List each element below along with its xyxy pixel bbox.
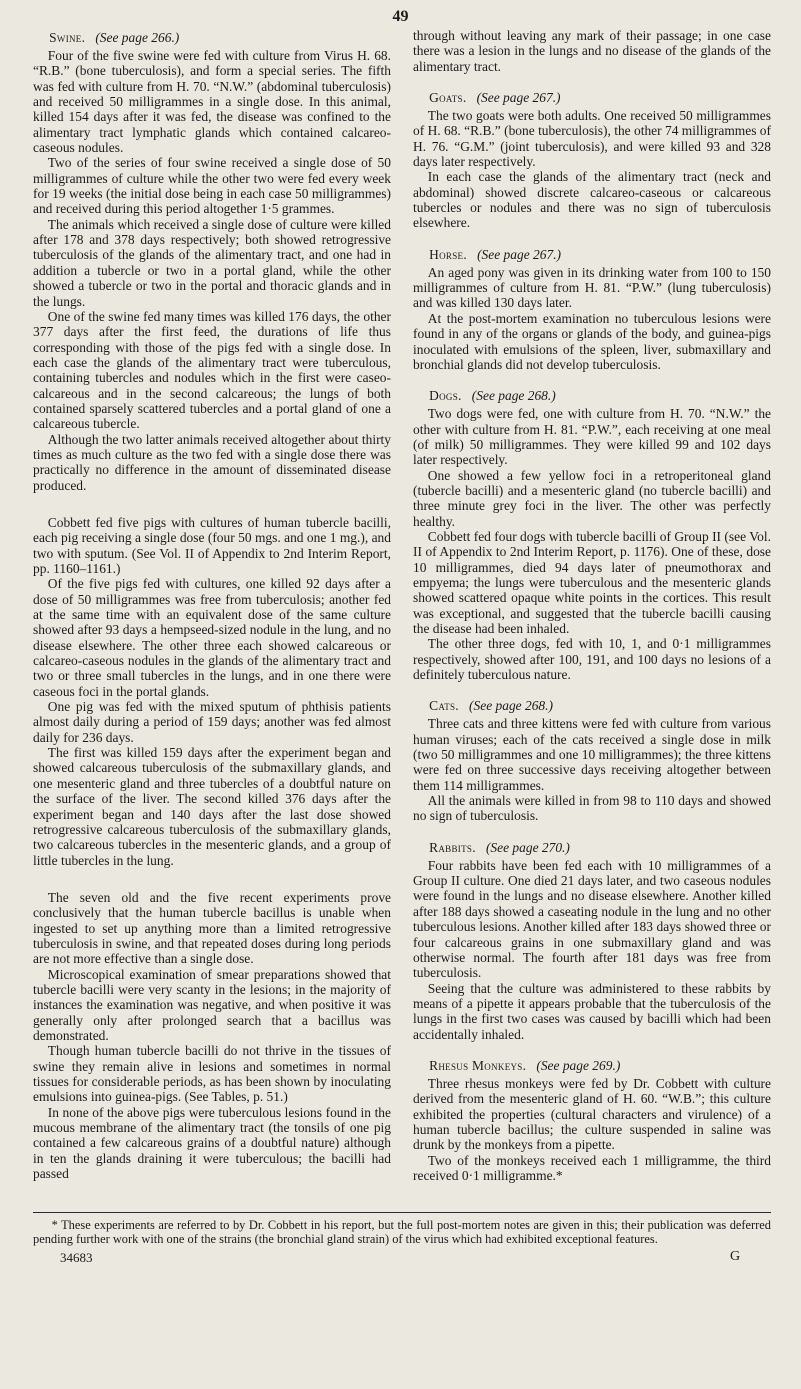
heading-page-ref: (See page 269.) xyxy=(536,1057,621,1073)
heading-title: Rabbits. xyxy=(429,839,476,855)
section-heading-goats xyxy=(413,88,771,108)
paragraph: The two goats were both adults. One received 50 milligrammes of H. 68. “R.B.” (bone tuberculosis), the other 74 milligrammes of H. 76. “G.M.” (joint tuberculosis), and were killed 93 and 328 days later respectively. xyxy=(413,108,771,170)
paragraph: The other three dogs, fed with 10, 1, and 0·1 milligrammes respectively, showed after 100, 191, and 100 days no lesions of a definitely tuberculous nature. xyxy=(413,636,771,683)
footnote-divider xyxy=(33,1212,771,1213)
heading-title: Goats. xyxy=(429,90,467,106)
right-column xyxy=(413,28,771,1183)
paragraph: Cobbett fed four dogs with tubercle bacilli of Group II (see Vol. II of Appendix to 2nd Interim Report, p. 1176). One of these, dose 10 milligrammes, died 94 days later of pneumothorax and empyema; the lungs were tuberculous and the mesenteric glands showed scattered opaque white points in the cortices. This result was exceptional, and suggested that the tubercle bacilli causing the disease had been inhaled. xyxy=(413,528,771,636)
section-heading-rhesus-monkeys xyxy=(413,1056,771,1076)
signature-mark: G xyxy=(730,1249,741,1264)
paragraph: Two of the series of four swine received a single dose of 50 milligrammes of culture while the other two were fed every week for 19 weeks (the initial dose being in each case 50 milligrammes) and received during this period altogether 1·5 grammes. xyxy=(33,155,391,217)
paragraph: An aged pony was given in its drinking water from 100 to 150 milligrammes of culture from H. 81. “P.W.” (lung tuberculosis) and was killed 130 days later. xyxy=(413,264,771,311)
paragraph: The first was killed 159 days after the experiment began and showed calcareous tuberculosis of the submaxillary glands, and one mesenteric gland and three tubercles of a doubtful nature on the surface of the liver. The second killed 376 days after the experiment began and 140 days after the last dose showed retrogressive calcareous tuberculosis of the submaxillary glands, two calcareous tubercles in the mesenteric glands, and a group of little tubercles in the lung. xyxy=(33,745,391,868)
paragraph: One pig was fed with the mixed sputum of phthisis patients almost daily during a period of 159 days; another was fed almost daily for 236 days. xyxy=(33,699,391,745)
heading-page-ref: (See page 268.) xyxy=(471,388,556,404)
paragraph: The seven old and the five recent experiments prove conclusively that the human tubercle bacillus is unable when ingested to set up anything more than a limited retrogressive tuberculosis in swine, and that repeated doses during long periods are not more effective than a single dose. xyxy=(33,889,391,967)
section-heading-cats xyxy=(413,696,771,716)
paragraph: through without leaving any mark of their passage; in one case there was a lesion in the lungs and no disease of the glands of the alimentary tract. xyxy=(413,28,771,74)
left-column xyxy=(33,28,391,1181)
paragraph: Three cats and three kittens were fed with culture from various human viruses; each of the cats received a single dose in milk (two 50 milligrammes and one 10 milligrammes); the three kittens were fed on three successive days receiving altogether between them 114 milligrammes. xyxy=(413,716,771,793)
heading-page-ref: (See page 266.) xyxy=(95,30,180,45)
heading-page-ref: (See page 267.) xyxy=(477,246,562,262)
paragraph: The animals which received a single dose of culture were killed after 178 and 378 days respectively; both showed retrogressive tuberculosis of the glands of the alimentary tract, and one had in addition a tubercle or two in a portal gland, while the other showed a tubercle or two in the portal and thoracic glands and in the lungs. xyxy=(33,216,391,309)
heading-page-ref: (See page 268.) xyxy=(469,698,553,714)
paragraph: Two of the monkeys received each 1 milligramme, the third received 0·1 milligramme.* xyxy=(413,1152,771,1183)
heading-title: Dogs. xyxy=(429,388,462,404)
page-number: 49 xyxy=(392,8,409,25)
paragraph: Of the five pigs fed with cultures, one killed 92 days after a dose of 50 milligrammes was free from tuberculosis; another fed at the same time with an equivalent dose of the same culture showed after 93 days a hempseed-sized nodule in the lung, and no disease elsewhere. The other three each showed calcareous or calcareo-caseous nodules in the glands of the alimentary tract and two or three small tubercles in the lungs, and in one there were caseous foci in the portal glands. xyxy=(33,576,391,699)
section-heading-horse xyxy=(413,245,771,265)
heading-title: Cats. xyxy=(429,698,459,714)
paragraph: In each case the glands of the alimentary tract (neck and abdominal) showed discrete calcareo-caseous or calcareous tubercles or nodules and there was no sign of tuberculosis elsewhere. xyxy=(413,169,771,231)
section-heading-swine xyxy=(33,28,391,48)
paragraph: Though human tubercle bacilli do not thrive in the tissues of swine they remain alive in lesions and sometimes in normal tissues for considerable periods, as has been shown by inoculating emulsions into guinea-pigs. (See Tables, p. 51.) xyxy=(33,1043,391,1105)
paragraph: One of the swine fed many times was killed 176 days, the other 377 days after the first feed, the durations of life thus corresponding with those of the pigs fed with a single dose. In each case the glands of the alimentary tract were tuberculous, containing tubercles and nodules which in the first were caseo-calcareous and in the second calcareous; the lungs of both contained sparsely scattered tubercles and a portal gland of one a calcareous tubercle. xyxy=(33,308,391,432)
paragraph: Two dogs were fed, one with culture from H. 70. “N.W.” the other with culture from H. 81. “P.W.”, each receiving at one meal (of milk) 50 milligrammes. They were killed 99 and 102 days later respectively. xyxy=(413,406,771,468)
heading-title: Rhesus Monkeys. xyxy=(429,1057,527,1073)
paragraph: Four rabbits have been fed each with 10 milligrammes of a Group II culture. One died 21 days later, and two caseous nodules were found in the lungs and no disease elsewhere. Another killed after 188 days showed a caseating nodule in the lung and no other tuberculous lesions. Another killed after 183 days showed three or four calcareous grains in one submaxillary gland and was otherwise normal. The fourth after 181 days was free from tuberculosis. xyxy=(413,857,771,981)
paragraph: Although the two latter animals received altogether about thirty times as much culture as the two fed with a single dose there was practically no difference in the amount of disseminated disease produced. xyxy=(33,431,391,493)
section-heading-dogs xyxy=(413,386,771,406)
footnote: * These experiments are referred to by Dr. Cobbett in his report, but the full post-mortem notes are given in this; their publication was deferred pending further work with one of the strains (the bronchial gland strain) of the virus which had exhibited exceptional features. xyxy=(33,1218,771,1247)
print-code: 34683 xyxy=(60,1250,93,1265)
paragraph: Four of the five swine were fed with culture from Virus H. 68. “R.B.” (bone tuberculosis), and form a special series. The fifth was fed with culture from H. 70. “N.W.” (abdominal tuberculosis) and received 50 milligrammes in a single dose. In this animal, killed 154 days after it was fed, the disease was confined to the alimentary tract lymphatic glands which contained calcareo-caseous nodules. xyxy=(33,48,391,156)
paragraph: In none of the above pigs were tuberculous lesions found in the mucous membrane of the alimentary tract (the tonsils of one pig contained a few calcareous grains of a doubtful nature) although in ten the glands draining it were tuberculous; the bacilli had passed xyxy=(33,1104,391,1182)
paragraph: Three rhesus monkeys were fed by Dr. Cobbett with culture derived from the mesenteric gland of H. 60. “W.B.”; this culture exhibited the properties (cultural characters and virulence) of a human tubercle bacillus; the culture suspended in saline was drunk by the monkeys from a pipette. xyxy=(413,1075,771,1153)
heading-title: Swine. xyxy=(49,30,86,45)
heading-page-ref: (See page 267.) xyxy=(476,90,561,106)
heading-page-ref: (See page 270.) xyxy=(485,839,570,855)
section-heading-rabbits xyxy=(413,838,771,858)
paragraph: Microscopical examination of smear preparations showed that tubercle bacilli were very scanty in the lesions; in the majority of instances the examination was negative, and when positive it was generally only after prolonged search that a bacillus was demonstrated. xyxy=(33,966,391,1043)
heading-title: Horse. xyxy=(429,246,467,262)
paragraph: Cobbett fed five pigs with cultures of human tubercle bacilli, each pig receiving a single dose (four 50 mgs. and one 1 mg.), and two with sputum. (See Vol. II of Appendix to 2nd Interim Report, pp. 1160–1161.) xyxy=(33,514,391,576)
paragraph: All the animals were killed in from 98 to 110 days and showed no sign of tuberculosis. xyxy=(413,793,771,824)
paragraph: One showed a few yellow foci in a retroperitoneal gland (tubercle bacilli) and a mesenteric gland (no tubercle bacilli) and three minute grey foci in the liver. The other was perfectly healthy. xyxy=(413,467,771,529)
paragraph: Seeing that the culture was administered to these rabbits by means of a pipette it appears probable that the tuberculosis of the lungs in the first two cases was caused by bacilli which had been accidentally inhaled. xyxy=(413,980,771,1042)
paragraph: At the post-mortem examination no tuberculous lesions were found in any of the organs or glands of the body, and guinea-pigs inoculated with emulsions of the spleen, liver, submaxillary and bronchial glands did not develop tuberculosis. xyxy=(413,310,771,372)
